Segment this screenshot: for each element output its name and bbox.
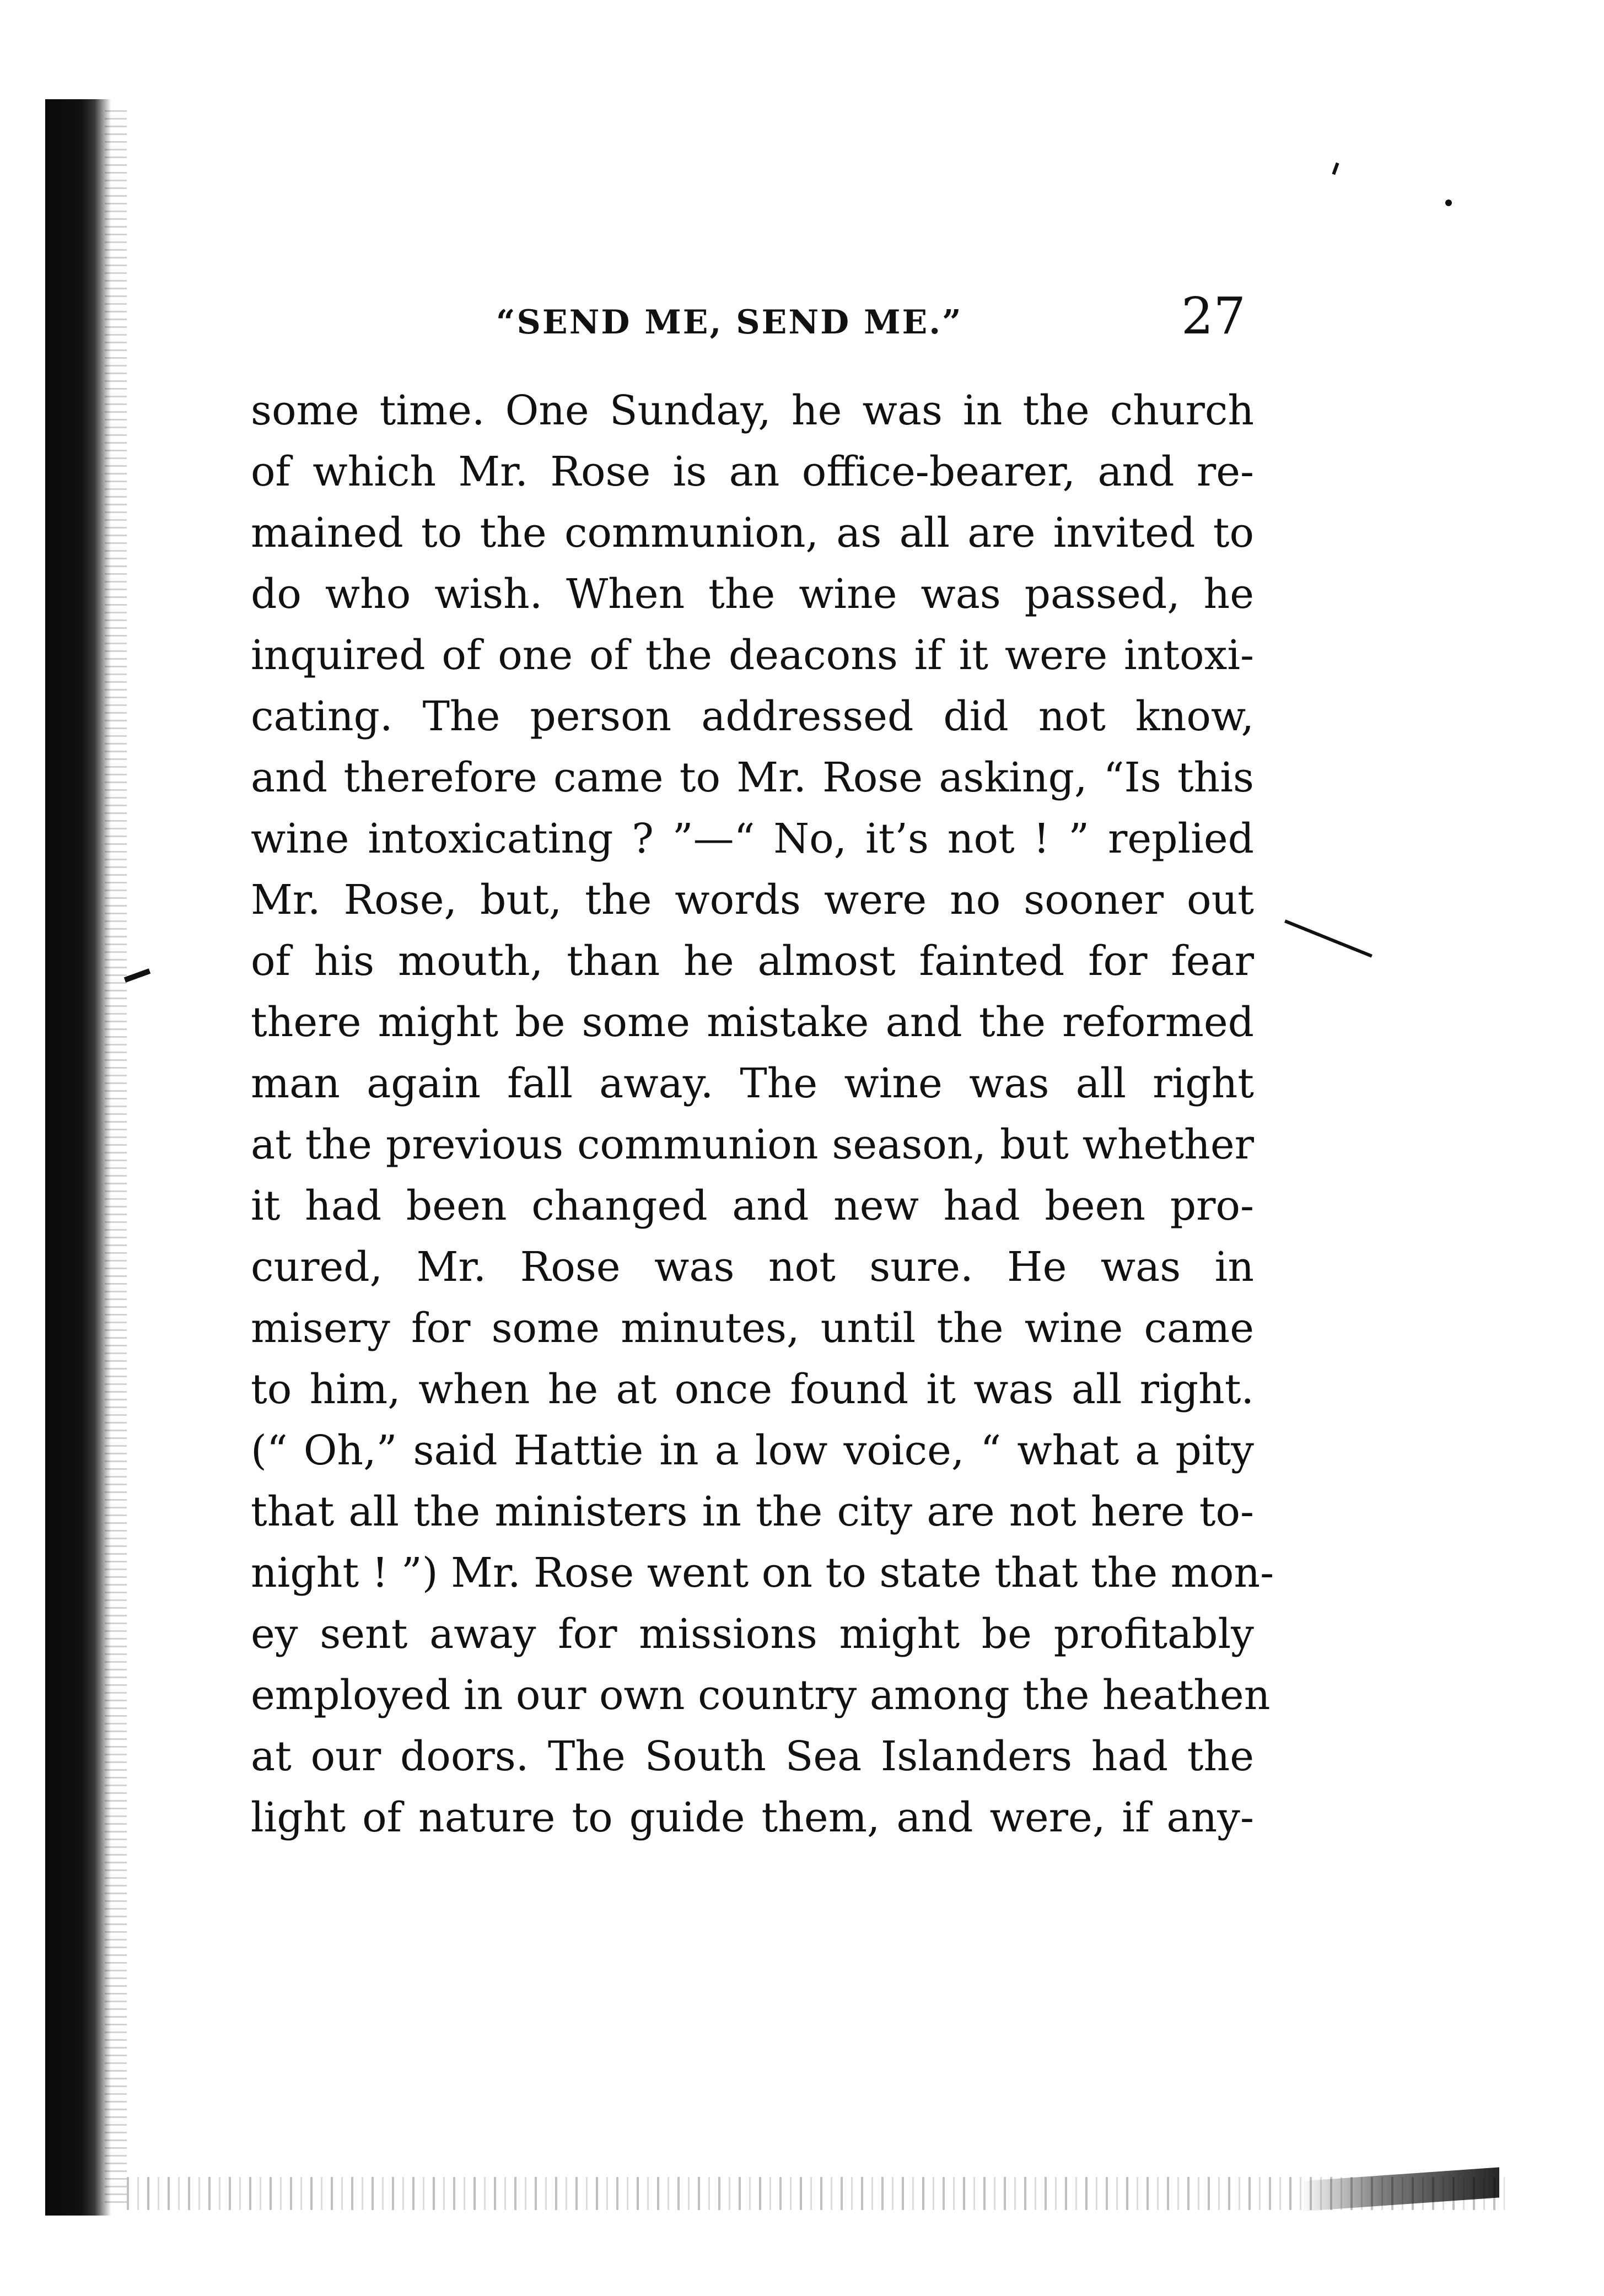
text-line: of his mouth, than he almost fainted for fear: [251, 937, 1254, 985]
running-head: “SEND ME, SEND ME.”: [496, 303, 963, 342]
body-text: [251, 380, 1274, 1848]
text-line: ey sent away for missions might be profitably: [251, 1610, 1254, 1658]
text-line: it had been changed and new had been pro-: [251, 1182, 1254, 1230]
text-line: light of nature to guide them, and were, if any-: [251, 1794, 1254, 1841]
text-line: cured, Mr. Rose was not sure. He was in: [251, 1243, 1254, 1291]
text-line: employed in our own country among the heathen: [251, 1672, 1271, 1719]
book-binding-edge: [45, 99, 111, 2216]
text-line: some time. One Sunday, he was in the church: [251, 387, 1254, 434]
text-line: at our doors. The South Sea Islanders had the: [251, 1733, 1254, 1780]
text-line: and therefore came to Mr. Rose asking, “Is this: [251, 754, 1254, 801]
stray-tick-top-right: [1332, 163, 1339, 175]
page-number: 27: [1181, 287, 1246, 346]
text-line: to him, when he at once found it was all right.: [251, 1366, 1254, 1413]
text-line: that all the ministers in the city are not here to-: [251, 1488, 1254, 1535]
binding-scan-noise: [105, 110, 127, 2205]
stray-mark-left: [124, 968, 151, 983]
text-line: (“ Oh,” said Hattie in a low voice, “ what a pity: [251, 1427, 1254, 1474]
text-line: wine intoxicating ? ”—“ No, it’s not ! ” replied: [251, 815, 1254, 863]
stray-mark-right-stroke: [1284, 919, 1372, 957]
text-line: of which Mr. Rose is an office-bearer, and re-: [251, 448, 1254, 495]
text-line: mained to the communion, as all are invited to: [251, 509, 1254, 557]
text-line: inquired of one of the deacons if it were intoxi-: [251, 632, 1254, 679]
bottom-scan-noise: [127, 2177, 1505, 2210]
text-line: do who wish. When the wine was passed, he: [251, 570, 1254, 618]
text-line: misery for some minutes, until the wine came: [251, 1305, 1254, 1352]
text-line: cating. The person addressed did not know,: [251, 693, 1254, 740]
text-line: at the previous communion season, but whether: [251, 1121, 1254, 1168]
text-line: Mr. Rose, but, the words were no sooner out: [251, 876, 1254, 924]
page-header: [243, 287, 1257, 353]
text-line: man again fall away. The wine was all right: [251, 1060, 1254, 1107]
stray-dot-top-right: [1445, 200, 1452, 206]
text-line: there might be some mistake and the reformed: [251, 999, 1254, 1046]
text-line: night ! ”) Mr. Rose went on to state that the mon-: [251, 1549, 1274, 1597]
